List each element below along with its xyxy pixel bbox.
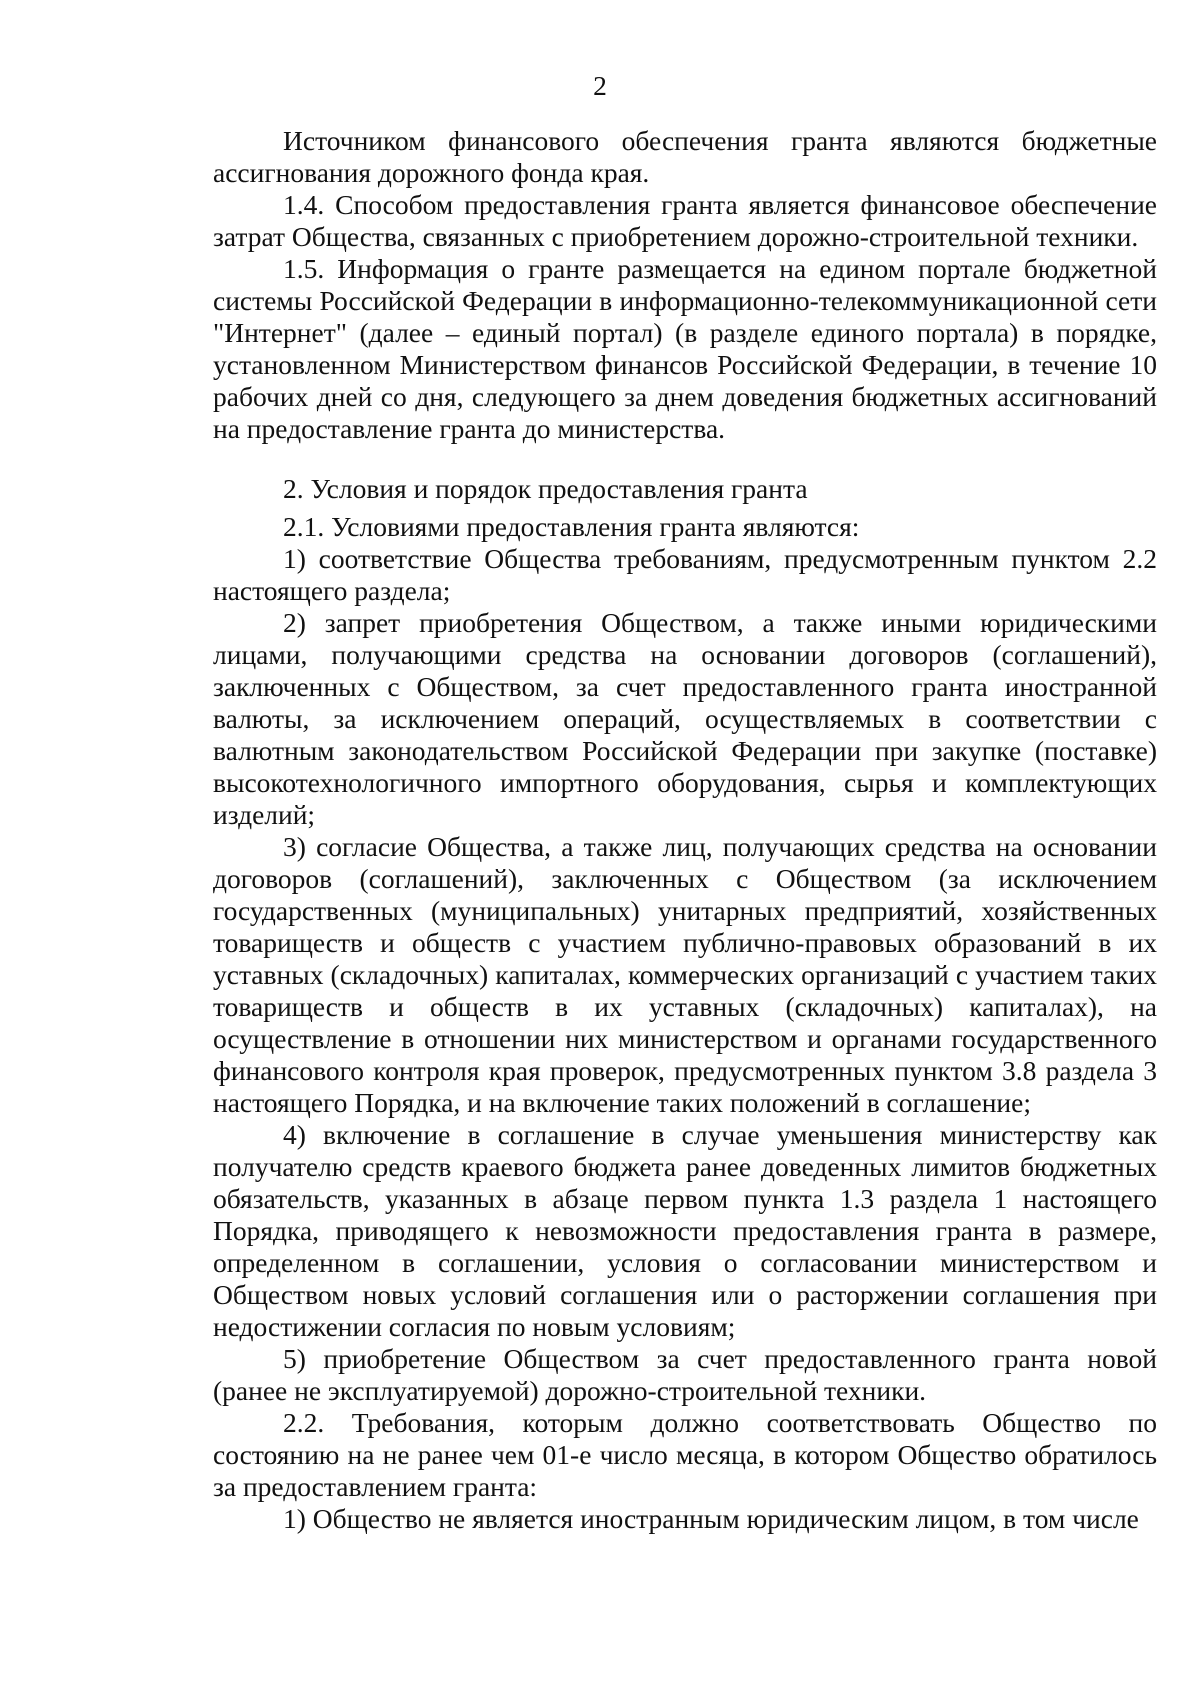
- page-number: 2: [593, 70, 607, 101]
- paragraph-2-1: 2.1. Условиями предоставления гранта являются:: [283, 511, 860, 542]
- paragraph-2-1-item-1: 1) соответствие Общества требованиям, предусмотренным пунктом 2.2 настоящего раздела;: [213, 543, 1157, 606]
- section-heading-2: 2. Условия и порядок предоставления гранта: [283, 473, 808, 504]
- paragraph-1-5: 1.5. Информация о гранте размещается на едином портале бюджетной системы Российской Федерации в информационно-телекоммуникационной сети "Интернет" (далее – единый портал) (в разделе единого портала) в порядке, установленном Министерством финансов Российской Федерации, в течение 10 рабочих дней со дня, следующего за днем доведения бюджетных ассигнований на предоставление гранта до министерства.: [213, 253, 1157, 444]
- document-body: [213, 125, 1157, 1535]
- paragraph-2-1-item-3: 3) согласие Общества, а также лиц, получающих средства на основании договоров (соглашений), заключенных с Обществом (за исключением государственных (муниципальных) унитарных предприятий, хозяйственных товариществ и обществ с участием публично-правовых образований в их уставных (складочных) капиталах, коммерческих организаций с участием таких товариществ и обществ в их уставных (складочных) капиталах), на осуществление в отношении них министерством и органами государственного финансового контроля края проверок, предусмотренных пунктом 3.8 раздела 3 настоящего Порядка, и на включение таких положений в соглашение;: [213, 831, 1157, 1118]
- paragraph-2-2: 2.2. Требования, которым должно соответствовать Общество по состоянию на не ранее чем 01-е число месяца, в котором Общество обратилось за предоставлением гранта:: [213, 1407, 1157, 1502]
- paragraph-2-1-item-2: 2) запрет приобретения Обществом, а также иными юридическими лицами, получающими средства на основании договоров (соглашений), заключенных с Обществом, за счет предоставленного гранта иностранной валюты, за исключением операций, осуществляемых в соответствии с валютным законодательством Российской Федерации при закупке (поставке) высокотехнологичного импортного оборудования, сырья и комплектующих изделий;: [213, 607, 1157, 830]
- paragraph-2-2-item-1: 1) Общество не является иностранным юридическим лицом, в том числе: [283, 1503, 1139, 1534]
- paragraph-funding-source: Источником финансового обеспечения гранта являются бюджетные ассигнования дорожного фонда края.: [213, 125, 1157, 188]
- paragraph-2-1-item-4: 4) включение в соглашение в случае уменьшения министерству как получателю средств краевого бюджета ранее доведенных лимитов бюджетных обязательств, указанных в абзаце первом пункта 1.3 раздела 1 настоящего Порядка, приводящего к невозможности предоставления гранта в размере, определенном в соглашении, условия о согласовании министерством и Обществом новых условий соглашения или о расторжении соглашения при недостижении согласия по новым условиям;: [213, 1119, 1157, 1342]
- paragraph-1-4: 1.4. Способом предоставления гранта является финансовое обеспечение затрат Общества, связанных с приобретением дорожно-строительной техники.: [213, 189, 1157, 252]
- paragraph-2-1-item-5: 5) приобретение Обществом за счет предоставленного гранта новой (ранее не эксплуатируемой) дорожно-строительной техники.: [213, 1343, 1157, 1406]
